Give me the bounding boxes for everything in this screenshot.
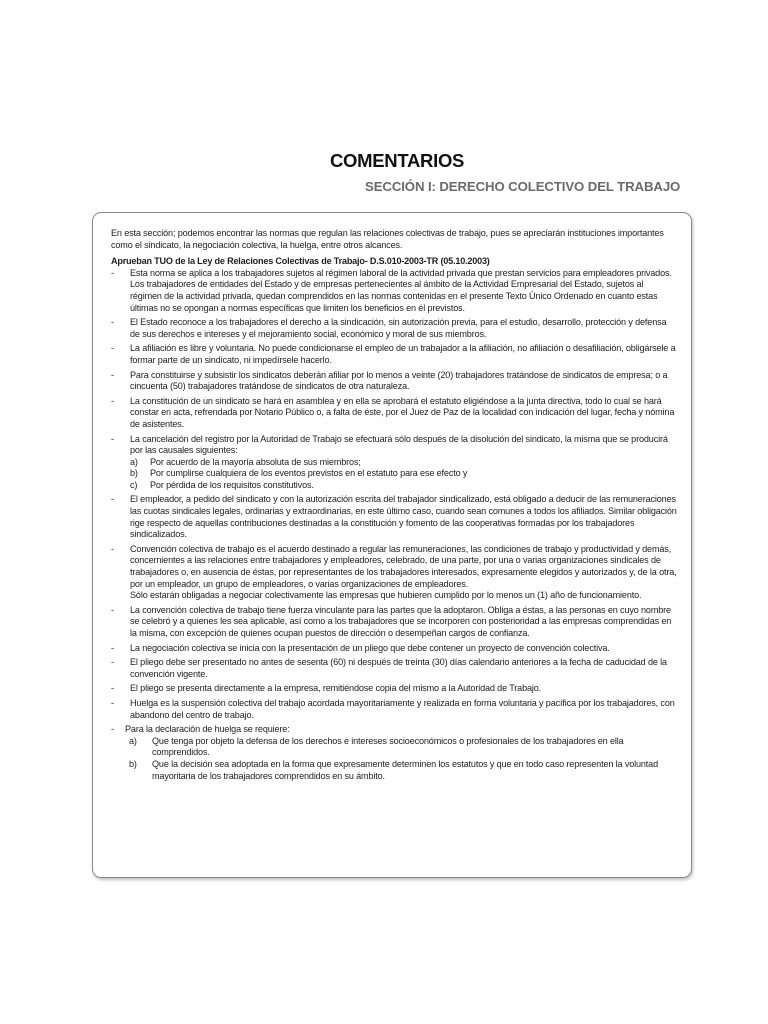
sub-item-text: Por acuerdo de la mayoría absoluta de sus miembros; bbox=[150, 456, 361, 467]
list-item bbox=[111, 268, 677, 314]
list-item bbox=[111, 643, 677, 655]
intro-paragraph: En esta sección; podemos encontrar las normas que regulan las relaciones colectivas de trabajo, pues se apreciarán instituciones importantes como el sindicato, la negociación colectiva, la huelga, entre otros alcances. bbox=[111, 228, 664, 250]
list-item bbox=[111, 698, 677, 721]
list-item bbox=[111, 434, 677, 492]
item-paragraph: Convención colectiva de trabajo es el acuerdo destinado a regular las remuneraciones, las condiciones de trabajo y productividad y demás, concernientes a las relaciones entre trabajadores y empleadores, celebrado, de una parte, por una o varias organizaciones sindicales de trabajadores o, en ausencia de éstas, por representantes de los trabajadores interesados, expresamente elegidos y autorizados y, de la otra, por un empleador, un grupo de empleadores, o varias organizaciones de empleadores. bbox=[130, 543, 677, 589]
bullet-dash: - bbox=[111, 724, 114, 735]
item-paragraph: El pliego se presenta directamente a la empresa, remitiéndose copia del mismo a la Autoridad de Trabajo. bbox=[130, 683, 542, 694]
item-paragraph: Para constituirse y subsistir los sindicatos deberán afiliar por lo menos a veinte (20) trabajadores tratándose de sindicatos de empresa; o a cincuenta (50) trabajadores tratándose de sindicatos de otra naturaleza. bbox=[130, 369, 668, 392]
bullet-dash: - bbox=[111, 543, 114, 554]
list-item bbox=[111, 370, 677, 393]
list-item bbox=[111, 544, 677, 602]
item-paragraph: La cancelación del registro por la Autoridad de Trabajo se efectuará sólo después de la disolución del sindicato, la misma que se producirá por las causales siguientes: bbox=[130, 433, 668, 456]
sub-item bbox=[125, 759, 677, 782]
sub-item-label: b) bbox=[129, 758, 137, 769]
bullet-dash: - bbox=[111, 433, 114, 444]
bullet-dash: - bbox=[111, 657, 114, 668]
bullet-dash: - bbox=[111, 683, 114, 694]
bullet-dash: - bbox=[111, 267, 114, 278]
item-paragraph: Esta norma se aplica a los trabajadores sujetos al régimen laboral de la actividad privada que prestan servicios para empleadores privados. bbox=[130, 267, 672, 278]
item-paragraph: El pliego debe ser presentado no antes de sesenta (60) ni después de treinta (30) días calendario anteriores a la fecha de caducidad de la convención vigente. bbox=[130, 657, 667, 679]
sub-item-label: a) bbox=[129, 735, 137, 746]
list-item bbox=[111, 494, 677, 540]
bullet-dash: - bbox=[111, 494, 114, 505]
list-item bbox=[111, 683, 677, 695]
sub-item bbox=[130, 468, 677, 480]
item-paragraph: Sólo estarán obligadas a negociar colectivamente las empresas que hubieren cumplido por lo menos un (1) año de funcionamiento. bbox=[130, 590, 642, 601]
sub-item-text: Por cumplirse cualquiera de los eventos previstos en el estatuto para ese efecto y bbox=[150, 468, 468, 479]
item-paragraph: El Estado reconoce a los trabajadores el derecho a la sindicación, sin autorización previa, para el estudio, desarrollo, protección y defensa de sus derechos e intereses y el mejoramiento social, económico y moral de sus miembros. bbox=[130, 317, 667, 339]
bullet-dash: - bbox=[111, 369, 114, 380]
item-paragraph: Para la declaración de huelga se requiere: bbox=[125, 724, 290, 735]
list-item bbox=[111, 396, 677, 431]
sub-item-text: Que la decisión sea adoptada en la forma que expresamente determinen los estatutos y que en todo caso representen la voluntad mayoritaria de los trabajadores comprendidos en su ámbito. bbox=[152, 758, 658, 781]
bullet-dash: - bbox=[111, 343, 114, 354]
list-item bbox=[111, 343, 677, 366]
sub-item bbox=[130, 457, 677, 469]
sub-item-text: Que tenga por objeto la defensa de los derechos e intereses socioeconómicos o profesionales de los trabajadores en ella comprendidos. bbox=[152, 735, 624, 758]
item-paragraph: Los trabajadores de entidades del Estado y de empresas pertenecientes al ámbito de la Actividad Empresarial del Estado, sujetos al régimen de la actividad privada, quedan comprendidos en las normas contenidas en el presente Texto Único Ordenado en cuanto estas últimas no se opongan a normas específicas que limiten los beneficios en él previstos. bbox=[130, 279, 658, 313]
item-paragraph: El empleador, a pedido del sindicato y con la autorización escrita del trabajador sindicalizado, está obligado a deducir de las remuneraciones las cuotas sindicales legales, ordinarias y extraordinarias, en este último caso, cuando sean comunes a todos los afiliados. Similar obligación rige respecto de aquellas contribuciones destinadas a la constitución y fomento de las cooperativas formadas por los trabajadores sindicalizados. bbox=[130, 494, 677, 540]
sub-item bbox=[130, 480, 677, 492]
page-title: COMENTARIOS bbox=[330, 150, 465, 171]
item-paragraph: La convención colectiva de trabajo tiene fuerza vinculante para las partes que la adoptaron. Obliga a éstas, a las personas en cuyo nombre se celebró y a quienes les sea aplicable, así como a los trabajadores que se incorporen con posterioridad a las empresas comprendidas en la misma, con excepción de quienes ocupan puestos de dirección o desempeñan cargos de confianza. bbox=[130, 604, 672, 638]
sub-item-label: b) bbox=[130, 468, 138, 479]
bullet-dash: - bbox=[111, 642, 114, 653]
content-body bbox=[111, 228, 677, 785]
item-paragraph: La constitución de un sindicato se hará en asamblea y en ella se aprobará el estatuto eligiéndose a la junta directiva, todo lo cual se hará constar en acta, refrendada por Notario Público o, a falta de éste, por el Juez de Paz de la localidad con indicación del lugar, fecha y nómina de asistentes. bbox=[130, 395, 675, 429]
list-item bbox=[111, 724, 677, 782]
bullet-dash: - bbox=[111, 697, 114, 708]
bullet-dash: - bbox=[111, 317, 114, 328]
sub-item bbox=[125, 736, 677, 759]
bullet-list bbox=[111, 268, 677, 782]
list-item bbox=[111, 317, 677, 340]
sub-item-label: a) bbox=[130, 456, 138, 467]
law-title: Aprueban TUO de la Ley de Relaciones Colectivas de Trabajo- D.S.010-2003-TR (05.10.2003) bbox=[111, 256, 490, 267]
sub-item-text: Por pérdida de los requisitos constitutivos. bbox=[150, 479, 314, 490]
section-subtitle: SECCIÓN I: DERECHO COLECTIVO DEL TRABAJO bbox=[365, 179, 681, 194]
item-paragraph: La negociación colectiva se inicia con la presentación de un pliego que debe contener un proyecto de convención colectiva. bbox=[130, 642, 610, 653]
item-paragraph: Huelga es la suspensión colectiva del trabajo acordada mayoritariamente y realizada en forma voluntaria y pacífica por los trabajadores, con abandono del centro de trabajo. bbox=[130, 697, 675, 720]
sub-item-label: c) bbox=[130, 479, 138, 490]
bullet-dash: - bbox=[111, 604, 114, 615]
list-item bbox=[111, 657, 677, 680]
item-paragraph: La afiliación es libre y voluntaria. No puede condicionarse el empleo de un trabajador a la afiliación, no afiliación o desafiliación, obligársele a formar parte de un sindicato, ni impedírsele hacerlo. bbox=[130, 343, 676, 365]
list-item bbox=[111, 605, 677, 640]
bullet-dash: - bbox=[111, 395, 114, 406]
